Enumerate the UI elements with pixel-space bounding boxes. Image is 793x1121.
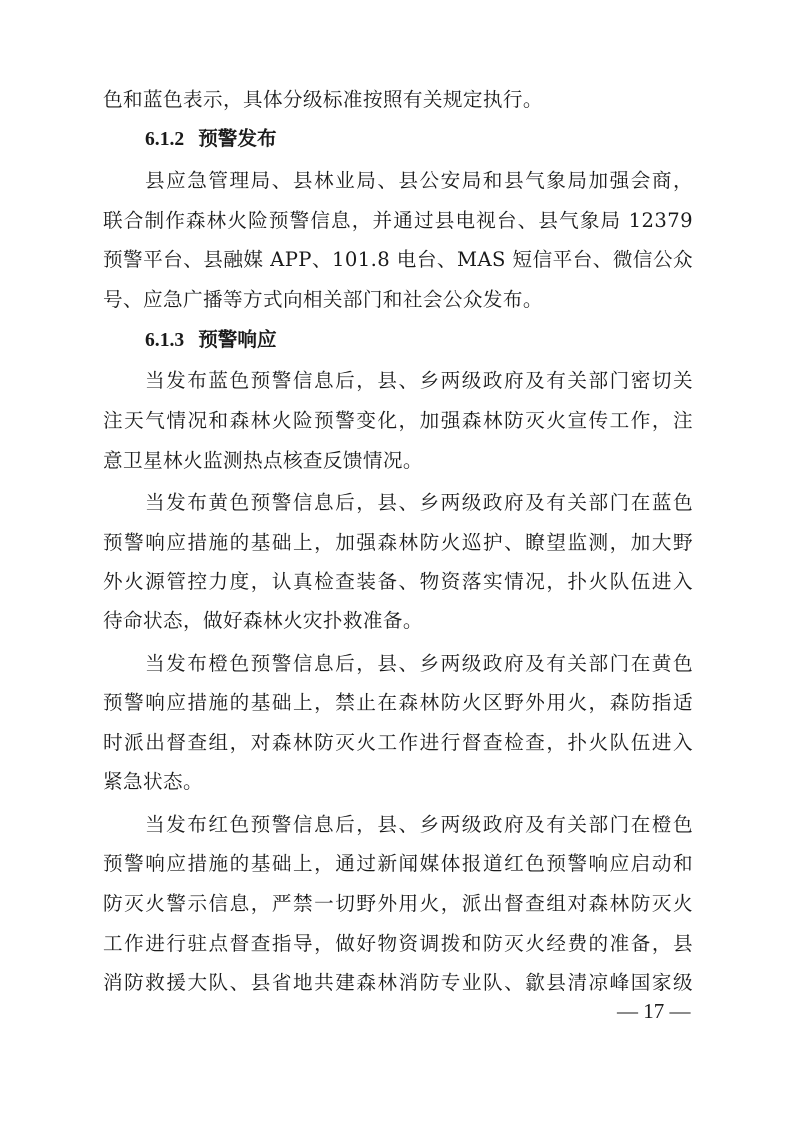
- paragraph-line: 当发布黄色预警信息后，县、乡两级政府及有关部门在蓝色: [145, 491, 693, 514]
- paragraph-line: 工作进行驻点督查指导，做好物资调拨和防灭火经费的准备，县: [103, 932, 693, 955]
- paragraph-line: 防灭火警示信息，严禁一切野外用火，派出督查组对森林防灭火: [103, 892, 693, 915]
- paragraph-line: 预警平台、县融媒 APP、101.8 电台、MAS 短信平台、微信公众: [103, 248, 693, 271]
- paragraph-line: 预警响应措施的基础上，通过新闻媒体报道红色预警响应启动和: [103, 852, 693, 875]
- paragraph-line: 预警响应措施的基础上，禁止在森林防火区野外用火，森防指适: [103, 691, 693, 714]
- paragraph-line: 号、应急广播等方式向相关部门和社会公众发布。: [103, 288, 543, 311]
- paragraph-line: 色和蓝色表示，具体分级标准按照有关规定执行。: [103, 88, 543, 111]
- paragraph-line: 预警响应措施的基础上，加强森林防火巡护、瞭望监测，加大野: [103, 531, 693, 554]
- section-number: 6.1.3: [145, 330, 185, 351]
- paragraph-line: 待命状态，做好森林火灾扑救准备。: [103, 609, 423, 632]
- paragraph-line: 当发布橙色预警信息后，县、乡两级政府及有关部门在黄色: [145, 652, 693, 675]
- section-title: 预警响应: [198, 328, 277, 351]
- section-heading-6-1-2: [145, 122, 277, 156]
- page-number: — 17 —: [617, 999, 691, 1023]
- paragraph-line: 消防救援大队、县省地共建森林消防专业队、歙县清凉峰国家级: [103, 971, 693, 994]
- section-heading-6-1-3: [145, 323, 277, 357]
- paragraph-line: 外火源管控力度，认真检查装备、物资落实情况，扑火队伍进入: [103, 570, 693, 593]
- paragraph-line: 当发布红色预警信息后，县、乡两级政府及有关部门在橙色: [145, 813, 693, 836]
- paragraph-line: 县应急管理局、县林业局、县公安局和县气象局加强会商，: [145, 169, 693, 192]
- paragraph-line: 时派出督查组，对森林防灭火工作进行督查检查，扑火队伍进入: [103, 731, 693, 754]
- section-number: 6.1.2: [145, 129, 185, 150]
- paragraph-line: 紧急状态。: [103, 770, 203, 793]
- section-title: 预警发布: [198, 127, 277, 150]
- paragraph-line: 注天气情况和森林火险预警变化，加强森林防灭火宣传工作，注: [103, 409, 693, 432]
- paragraph-line: 意卫星林火监测热点核查反馈情况。: [103, 449, 423, 472]
- paragraph-line: 联合制作森林火险预警信息，并通过县电视台、县气象局 12379: [103, 209, 693, 232]
- paragraph-line: 当发布蓝色预警信息后，县、乡两级政府及有关部门密切关: [145, 369, 693, 392]
